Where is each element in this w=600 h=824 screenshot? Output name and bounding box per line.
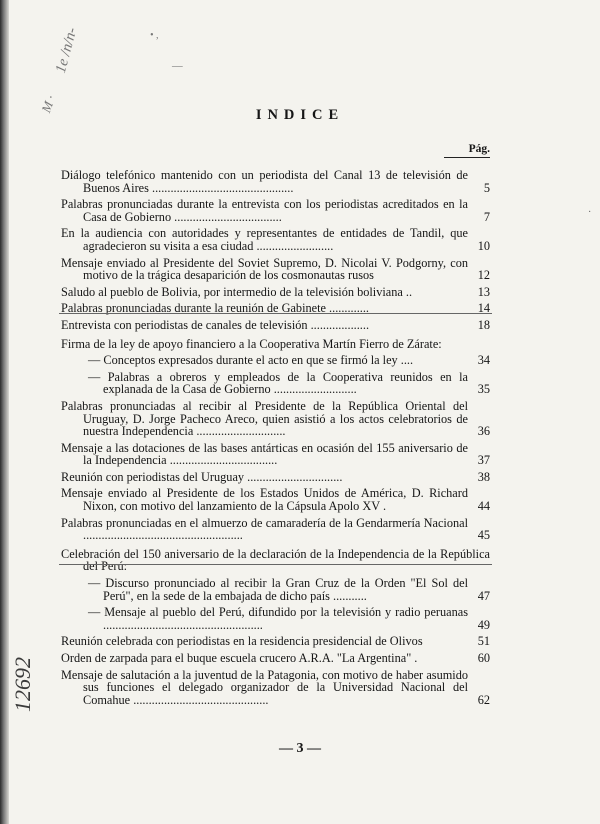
toc-entry-page: 36 [477,424,490,439]
toc-entry [61,169,490,194]
table-of-contents [61,169,490,710]
toc-subentry [61,577,490,602]
toc-entry-text: Mensaje enviado al Presidente del Soviet Supremo, D. Nicolai V. Podgorny, con motivo de la trágica desaparición de los cosmonautas rusos [61,255,468,283]
toc-entry-page: 35 [477,382,490,397]
margin-dot: · [588,207,592,218]
toc-entry [61,471,490,484]
toc-entry-page: 44 [477,499,490,514]
toc-entry-text: — Mensaje al pueblo del Perú, difundido por la televisión y radio peruanas .................................................... [88,605,468,632]
toc-entry-text: Palabras pronunciadas durante la entrevista con los periodistas acreditados en la Casa de Gobierno ................................... [61,197,468,224]
toc-entry [61,635,490,648]
toc-entry-text: Diálogo telefónico mantenido con un periodista del Canal 13 de televisión de Buenos Aires .............................................. [61,168,468,195]
margin-scribble: — [172,58,183,72]
toc-entry-text: Mensaje a las dotaciones de las bases antárticas en ocasión del 155 aniversario de la Independencia ................................... [61,440,468,468]
toc-entry-text: Palabras pronunciadas durante la reunión de Gabinete ............. [61,301,370,316]
toc-entry-text: En la audiencia con autoridades y representantes de entidades de Tandil, que agradecieron su visita a esa ciudad ......................... [61,226,468,253]
toc-entry [61,548,490,573]
toc-entry-text: Firma de la ley de apoyo financiero a la Cooperativa Martín Fierro de Zárate: [61,336,442,351]
toc-entry-page: 7 [483,209,490,224]
toc-entry-text: Mensaje enviado al Presidente de los Estados Unidos de América, D. Richard Nixon, con motivo del lanzamiento de la Cápsula Apolo XV . [61,486,468,514]
toc-entry-page: 34 [477,353,490,368]
toc-entry [61,198,490,223]
toc-subentry [61,606,490,631]
toc-entry [61,442,490,467]
margin-scribble: • , [150,30,159,41]
toc-entry-text: Reunión con periodistas del Uruguay ............................... [61,469,343,484]
toc-entry-text: Celebración del 150 aniversario de la declaración de la Independencia de la República del Perú: [61,546,490,574]
toc-entry-page: 51 [477,634,490,649]
toc-entry-text: — Palabras a obreros y empleados de la Cooperativa reunidos en la explanada de la Casa de Gobierno ........................... [88,369,468,397]
toc-entry [61,319,490,332]
toc-entry-page: 5 [483,180,490,195]
margin-scribble: 1e /n/n- [52,25,81,75]
toc-entry [61,669,490,707]
toc-entry [61,227,490,252]
margin-scribble: M · [38,93,59,115]
toc-entry-page: 38 [477,469,490,484]
page-number: — 3 — [279,741,321,756]
toc-entry-page: 45 [477,528,490,543]
toc-entry [61,487,490,512]
toc-entry [61,400,490,438]
toc-entry-text: Reunión celebrada con periodistas en la residencia presidencial de Olivos [61,634,423,649]
toc-entry-page: 12 [477,268,490,283]
toc-entry-page: 10 [477,238,490,253]
toc-entry-text: Palabras pronunciadas al recibir al Presidente de la República Oriental del Uruguay, D. Jorge Pacheco Areco, quien asistió a los actos celebratorios de nuestra Independencia ............................. [61,398,468,439]
toc-entry-page: 62 [477,692,490,707]
divider [59,564,492,565]
toc-entry-page: 60 [477,651,490,665]
toc-entry-text: Mensaje de salutación a la juventud de la Patagonia, con motivo de haber asumido sus funciones el delegado organizador de la Universidad Nacional del Comahue ............................................ [61,667,468,707]
toc-entry-page: 47 [477,588,490,603]
toc-entry-text: Entrevista con periodistas de canales de televisión ................... [61,317,370,332]
page-column-label: Pág. [444,143,490,158]
toc-entry-page: 14 [477,301,490,316]
toc-entry [61,338,490,351]
toc-entry [61,286,490,299]
toc-entry-text: Palabras pronunciadas en el almuerzo de camaradería de la Gendarmería Nacional .................................................... [61,515,468,543]
toc-entry-page: 37 [477,453,490,468]
toc-entry-text: — Conceptos expresados durante el acto en que se firmó la ley .... [88,353,414,368]
toc-entry-text: — Discurso pronunciado al recibir la Gran Cruz de la Orden "El Sol del Perú", en la sede de la embajada de dicho país ........... [88,576,468,603]
toc-subentry [61,354,490,367]
divider [59,313,492,314]
toc-subentry [61,371,490,396]
toc-entry-text: Orden de zarpada para el buque escuela crucero A.R.A. "La Argentina" . [61,651,418,665]
toc-entry-page: 18 [477,317,490,332]
toc-entry [61,652,490,665]
toc-entry-page: 49 [477,617,490,632]
toc-entry [61,517,490,542]
toc-entry-text: Saludo al pueblo de Bolivia, por intermedio de la televisión boliviana .. [61,284,413,299]
page-title: INDICE [255,107,345,123]
handwritten-number: 12692 [10,657,35,712]
toc-entry [61,257,490,282]
toc-entry-page: 13 [477,284,490,299]
